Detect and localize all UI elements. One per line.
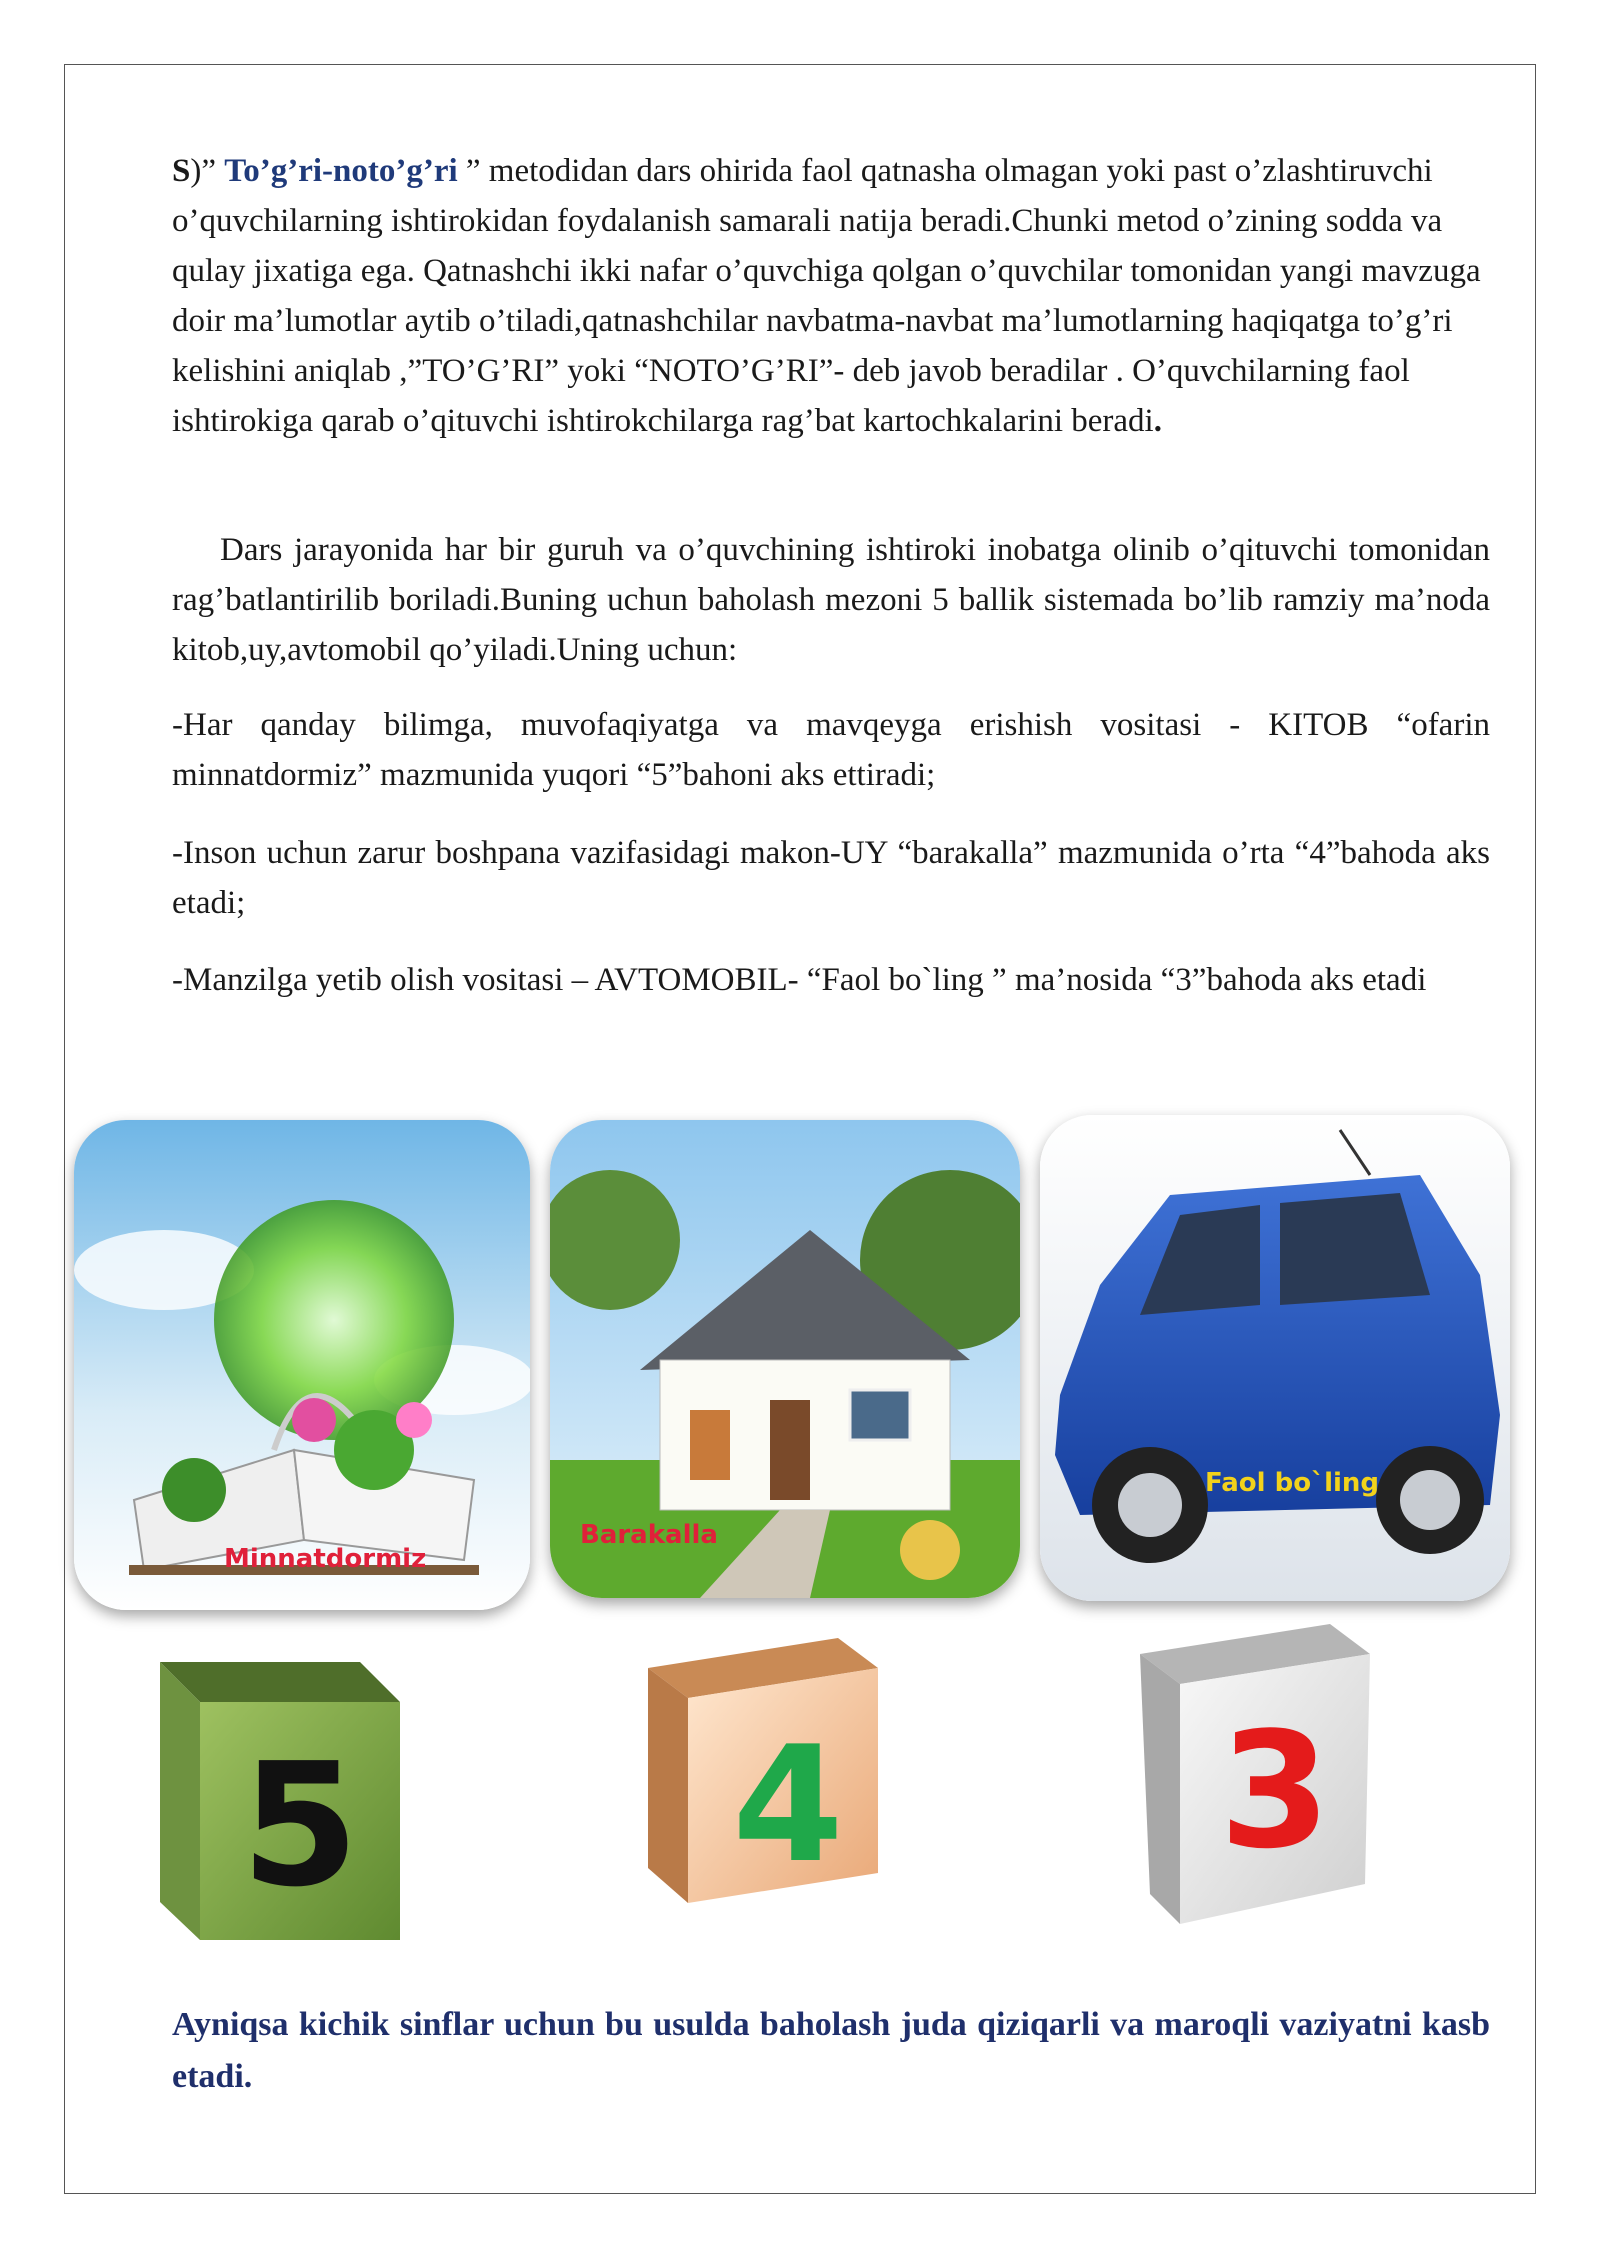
- card-book: [74, 1120, 530, 1610]
- paragraph-assessment: Dars jarayonida har bir guruh va o’quvchining ishtiroki inobatga olinib o’qituvchi tomonidan rag’batlantirilib boriladi.Buning uchun baholash mezoni 5 ballik sistemada bo’lib ramziy ma’noda kitob,uy,avtomobil qo’yiladi.Uning uchun:: [172, 532, 1490, 668]
- grade-cube-4: [648, 1638, 888, 1903]
- method-name: To’g’ri-noto’g’ri: [224, 153, 458, 189]
- grade-cube-3: [1140, 1624, 1380, 1924]
- closing-note: Ayniqsa kichik sinflar uchun bu usulda baholash juda qiziqarli va maroqli vaziyatni kasb etadi.: [172, 2006, 1490, 2095]
- paragraph1-body: ” metodidan dars ohirida faol qatnasha olmagan yoki past o’zlashtiruvchi o’quvchilarning ishtirokidan foydalanish samarali natija beradi.Chunki metod o’zining sodda va qulay jixatiga ega. Qatnashchi ikki nafar o’quvchiga qolgan o’quvchilar tomonidan yangi mavzuga doir ma’lumotlar aytib o’tiladi,qatnashchilar navbatma-navbat ma’lumotlarning haqiqatga to’g’ri kelishini aniqlab ,”TO’G’RI” yoki “NOTO’G’RI”- deb javob beradilar . O’quvchilarning faol ishtirokiga qarab o’qituvchi ishtirokchilarga rag’bat kartochkalarini beradi: [172, 153, 1481, 439]
- paragraph1-end: .: [1153, 403, 1162, 439]
- paragraph-car: -Manzilga yetib olish vositasi – AVTOMOBIL- “Faol bo`ling ” ma’nosida “3”bahoda aks etadi: [172, 962, 1427, 998]
- book-icon: [74, 1120, 530, 1610]
- paragraph-house: -Inson uchun zarur boshpana vazifasidagi makon-UY “barakalla” mazmunida o’rta “4”bahoda aks etadi;: [172, 835, 1490, 921]
- car-icon: [1040, 1115, 1510, 1601]
- card-label-barakalla: Barakalla: [580, 1520, 718, 1550]
- cube-digit-3: 3: [1219, 1697, 1331, 1884]
- section-letter: S: [172, 153, 191, 189]
- paragraph-method-intro: [172, 146, 1490, 446]
- card-label-faol-boling: Faol bo`ling: [1205, 1468, 1380, 1498]
- card-label-minnatdormiz: Minnatdormiz: [224, 1544, 427, 1574]
- quote-open: )”: [190, 153, 225, 189]
- paragraph-book: -Har qanday bilimga, muvofaqiyatga va mavqeyga erishish vositasi - KITOB “ofarin minnatdormiz” mazmunida yuqori “5”bahoni aks ettiradi;: [172, 707, 1490, 793]
- grade-cube-5: [160, 1662, 405, 1940]
- card-car: [1040, 1115, 1510, 1601]
- cube-digit-5: 5: [240, 1727, 360, 1925]
- cube-digit-4: 4: [732, 1711, 844, 1898]
- card-house: [550, 1120, 1020, 1598]
